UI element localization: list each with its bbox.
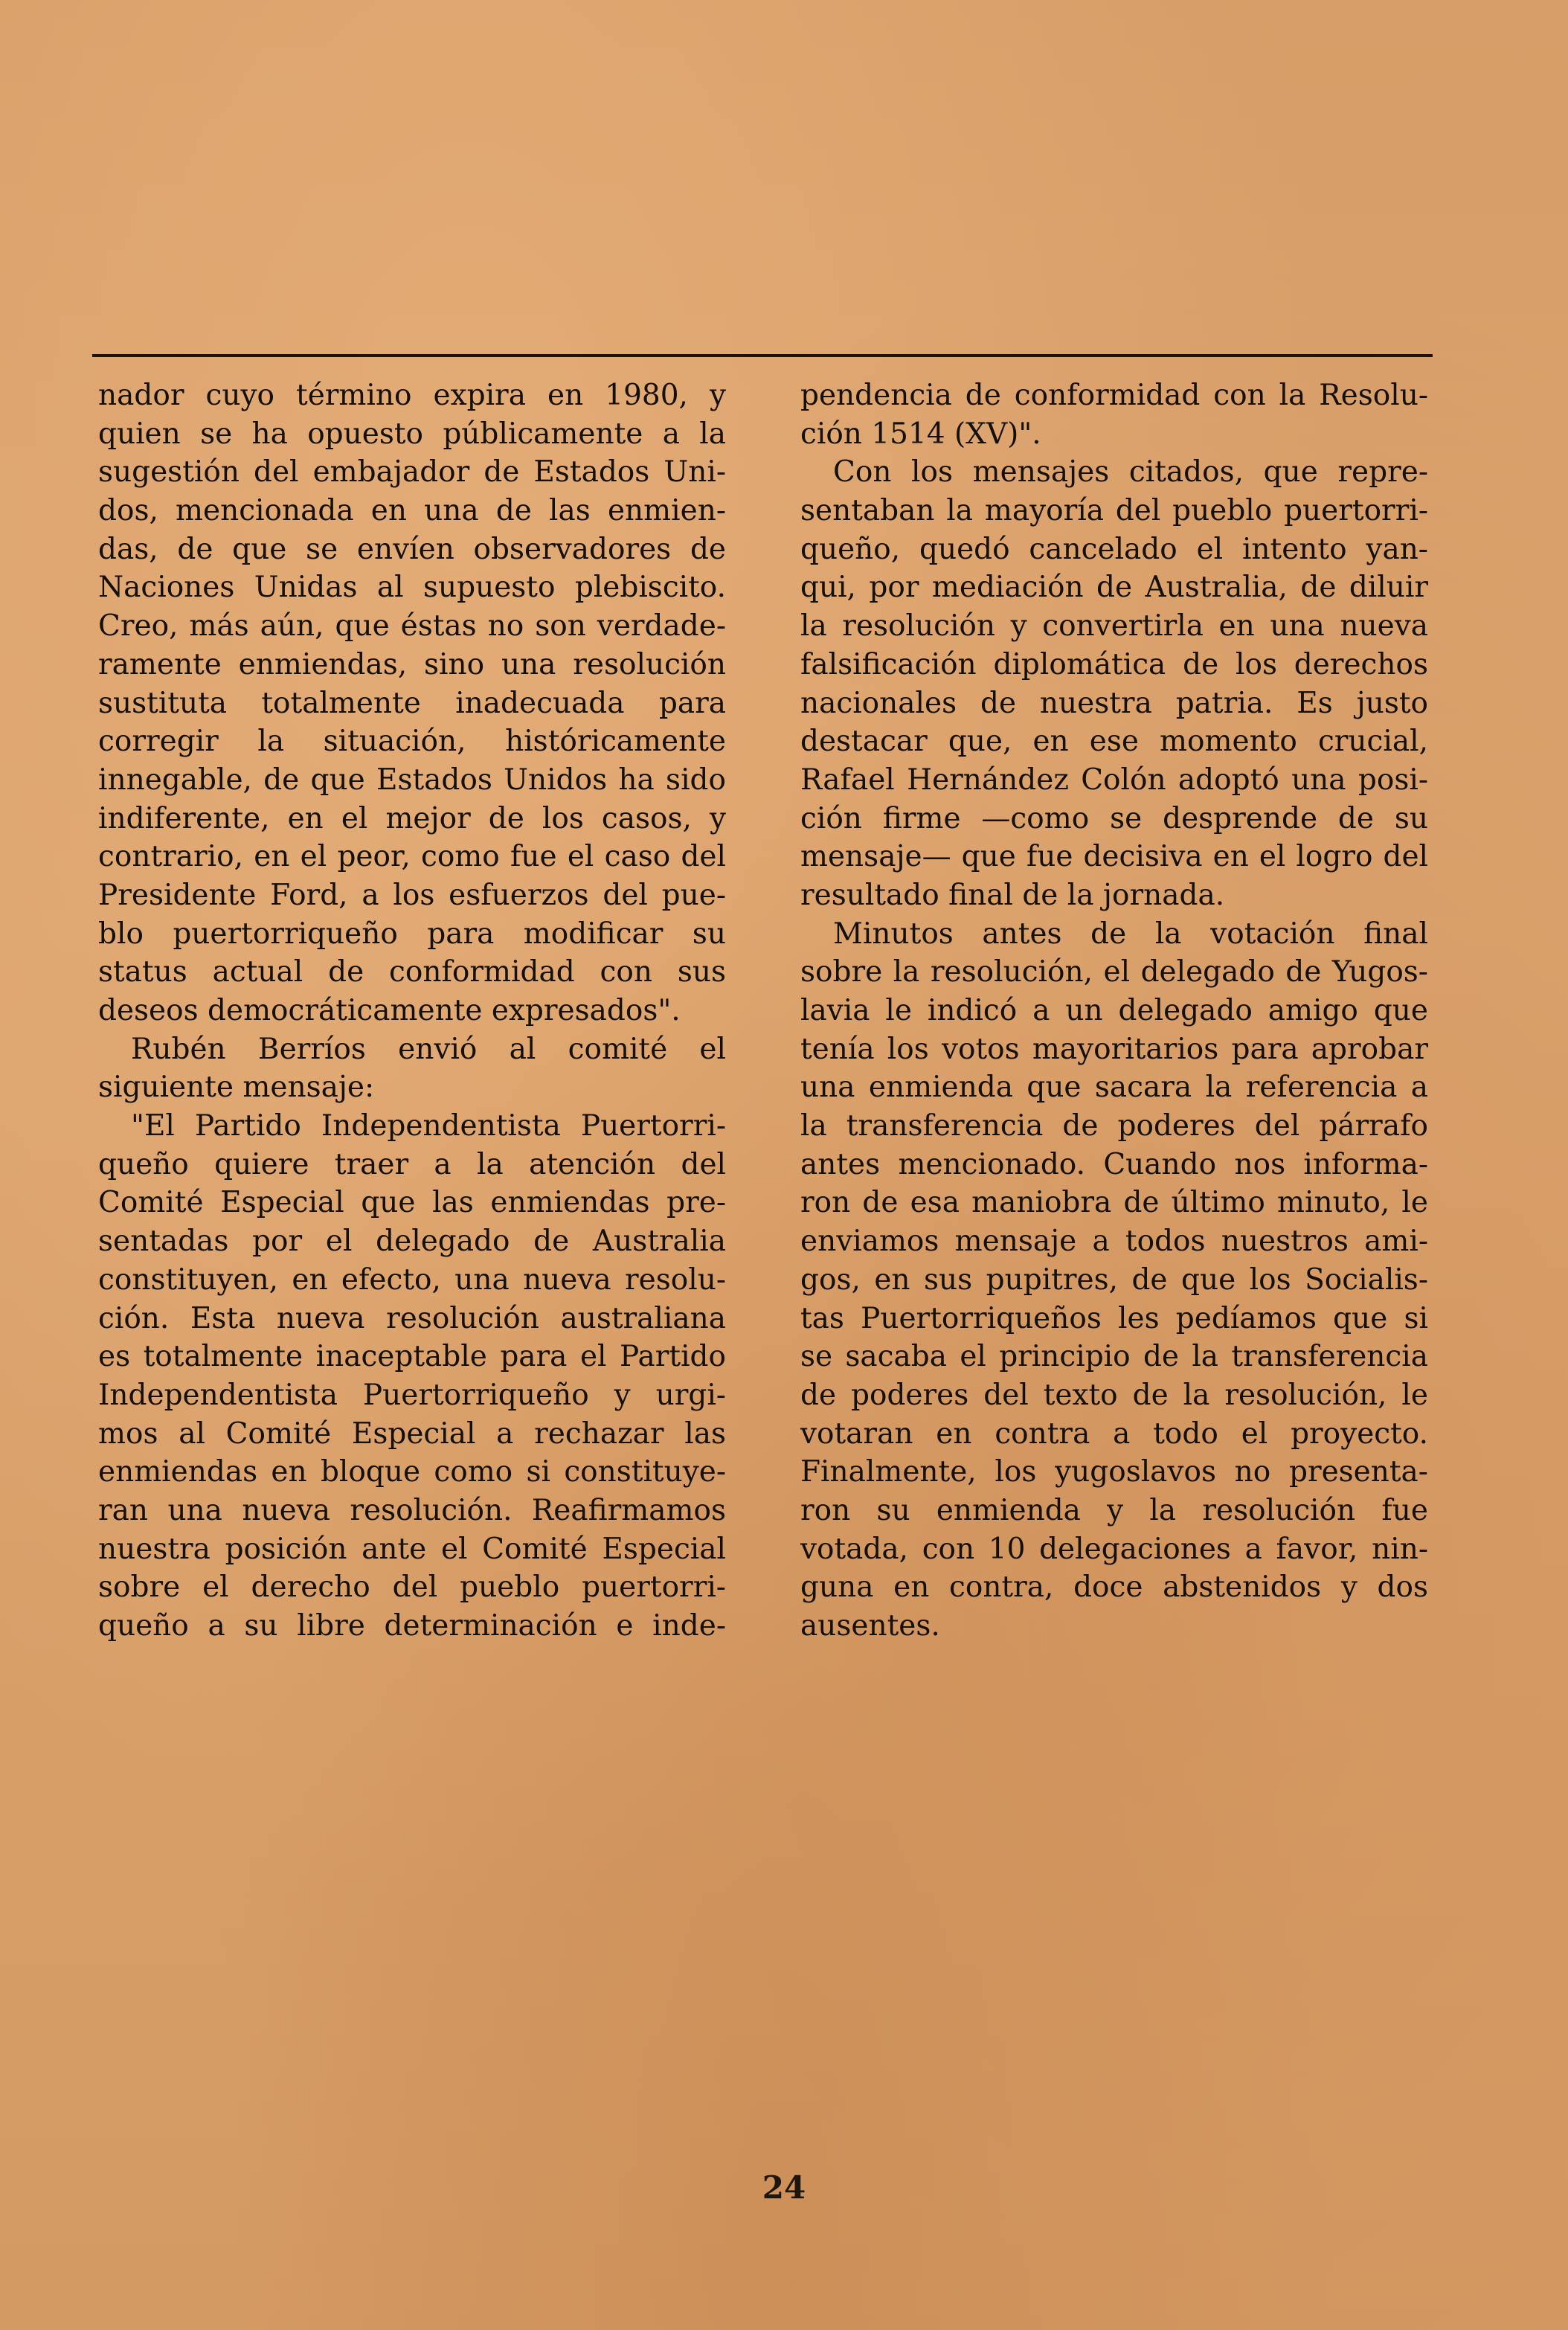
text-line: lavia le indicó a un delegado amigo que <box>800 994 1428 1027</box>
text-line: deseos democráticamente expresados". <box>98 994 681 1027</box>
text-line: sentadas por el delegado de Australia <box>98 1225 726 1259</box>
text-line: ron de esa maniobra de último minuto, le <box>800 1186 1428 1220</box>
text-line: de poderes del texto de la resolución, le <box>800 1378 1428 1412</box>
text-line: destacar que, en ese momento crucial, <box>800 725 1428 759</box>
text-line: sobre la resolución, el delegado de Yugos- <box>800 955 1428 989</box>
text-line: tas Puertorriqueños les pedíamos que si <box>800 1301 1428 1335</box>
text-line: la transferencia de poderes del párrafo <box>800 1109 1428 1143</box>
text-line: ran una nueva resolución. Reafirmamos <box>98 1493 726 1527</box>
text-line: sobre el derecho del pueblo puertorri- <box>98 1570 726 1605</box>
text-line: Rubén Berríos envió al comité el <box>131 1032 726 1066</box>
text-line: tenía los votos mayoritarios para aprobar <box>800 1032 1428 1066</box>
text-line: blo puertorriqueño para modificar su <box>98 917 726 951</box>
text-line: quien se ha opuesto públicamente a la <box>98 417 726 451</box>
text-line: innegable, de que Estados Unidos ha sido <box>98 763 726 797</box>
text-line: corregir la situación, históricamente <box>98 725 726 759</box>
text-line: Creo, más aún, que éstas no son verdade- <box>98 609 726 644</box>
text-line: nuestra posición ante el Comité Especial <box>98 1532 726 1566</box>
text-line: status actual de conformidad con sus <box>98 955 726 989</box>
text-line: indiferente, en el mejor de los casos, y <box>98 801 726 835</box>
text-line: ausentes. <box>800 1609 940 1643</box>
text-line: Naciones Unidas al supuesto plebiscito. <box>98 571 726 605</box>
text-line: qui, por mediación de Australia, de diluir <box>800 571 1428 605</box>
text-line: siguiente mensaje: <box>98 1071 375 1105</box>
left-column <box>98 376 726 1646</box>
text-line: antes mencionado. Cuando nos informa- <box>800 1147 1428 1181</box>
header-rule <box>92 354 1433 357</box>
text-line: guna en contra, doce abstenidos y dos <box>800 1570 1428 1605</box>
text-line: pendencia de conformidad con la Resolu- <box>800 379 1428 412</box>
text-line: es totalmente inaceptable para el Partido <box>98 1340 726 1374</box>
text-line: dos, mencionada en una de las enmien- <box>98 494 726 528</box>
text-line: Rafael Hernández Colón adoptó una posi- <box>800 763 1428 797</box>
text-line: la resolución y convertirla en una nueva <box>800 609 1428 644</box>
text-line: resultado final de la jornada. <box>800 878 1225 912</box>
text-line: nador cuyo término expira en 1980, y <box>98 379 726 412</box>
text-line: ción. Esta nueva resolución australiana <box>98 1301 726 1335</box>
text-line: Finalmente, los yugoslavos no presenta- <box>800 1455 1428 1489</box>
text-line: contrario, en el peor, como fue el caso del <box>98 840 726 874</box>
text-line: Minutos antes de la votación final <box>833 917 1428 951</box>
text-line: sustituta totalmente inadecuada para <box>98 686 726 720</box>
text-line: enmiendas en bloque como si constituye- <box>98 1455 726 1489</box>
text-line: queño quiere traer a la atención del <box>98 1147 726 1181</box>
text-line: falsificación diplomática de los derechos <box>800 647 1428 681</box>
text-line: gos, en sus pupitres, de que los Socialis- <box>800 1262 1428 1297</box>
text-line: ción firme —como se desprende de su <box>800 801 1428 835</box>
text-line: enviamos mensaje a todos nuestros ami- <box>800 1225 1428 1259</box>
text-line: ción 1514 (XV)". <box>800 417 1041 451</box>
text-line: das, de que se envíen observadores de <box>98 532 726 566</box>
text-line: Comité Especial que las enmiendas pre- <box>98 1186 726 1220</box>
text-line: mos al Comité Especial a rechazar las <box>98 1416 726 1451</box>
text-line: Con los mensajes citados, que repre- <box>833 455 1428 490</box>
text-line: se sacaba el principio de la transferencia <box>800 1340 1428 1374</box>
text-line: ron su enmienda y la resolución fue <box>800 1493 1428 1527</box>
text-line: queño a su libre determinación e inde- <box>98 1609 726 1643</box>
text-line: Presidente Ford, a los esfuerzos del pue- <box>98 878 726 912</box>
text-line: constituyen, en efecto, una nueva resolu- <box>98 1262 726 1297</box>
page-number: 24 <box>762 2169 806 2206</box>
text-line: Independentista Puertorriqueño y urgi- <box>98 1378 726 1412</box>
text-line: mensaje— que fue decisiva en el logro del <box>800 840 1428 874</box>
right-column <box>800 376 1428 1646</box>
text-line: queño, quedó cancelado el intento yan- <box>800 532 1428 566</box>
text-line: una enmienda que sacara la referencia a <box>800 1071 1428 1105</box>
text-line: nacionales de nuestra patria. Es justo <box>800 686 1428 720</box>
text-line: "El Partido Independentista Puertorri- <box>131 1109 726 1143</box>
text-line: votaran en contra a todo el proyecto. <box>800 1416 1428 1451</box>
text-line: sentaban la mayoría del pueblo puertorri- <box>800 494 1428 528</box>
text-line: ramente enmiendas, sino una resolución <box>98 647 726 681</box>
text-line: sugestión del embajador de Estados Uni- <box>98 455 726 490</box>
text-line: votada, con 10 delegaciones a favor, nin- <box>800 1532 1428 1566</box>
